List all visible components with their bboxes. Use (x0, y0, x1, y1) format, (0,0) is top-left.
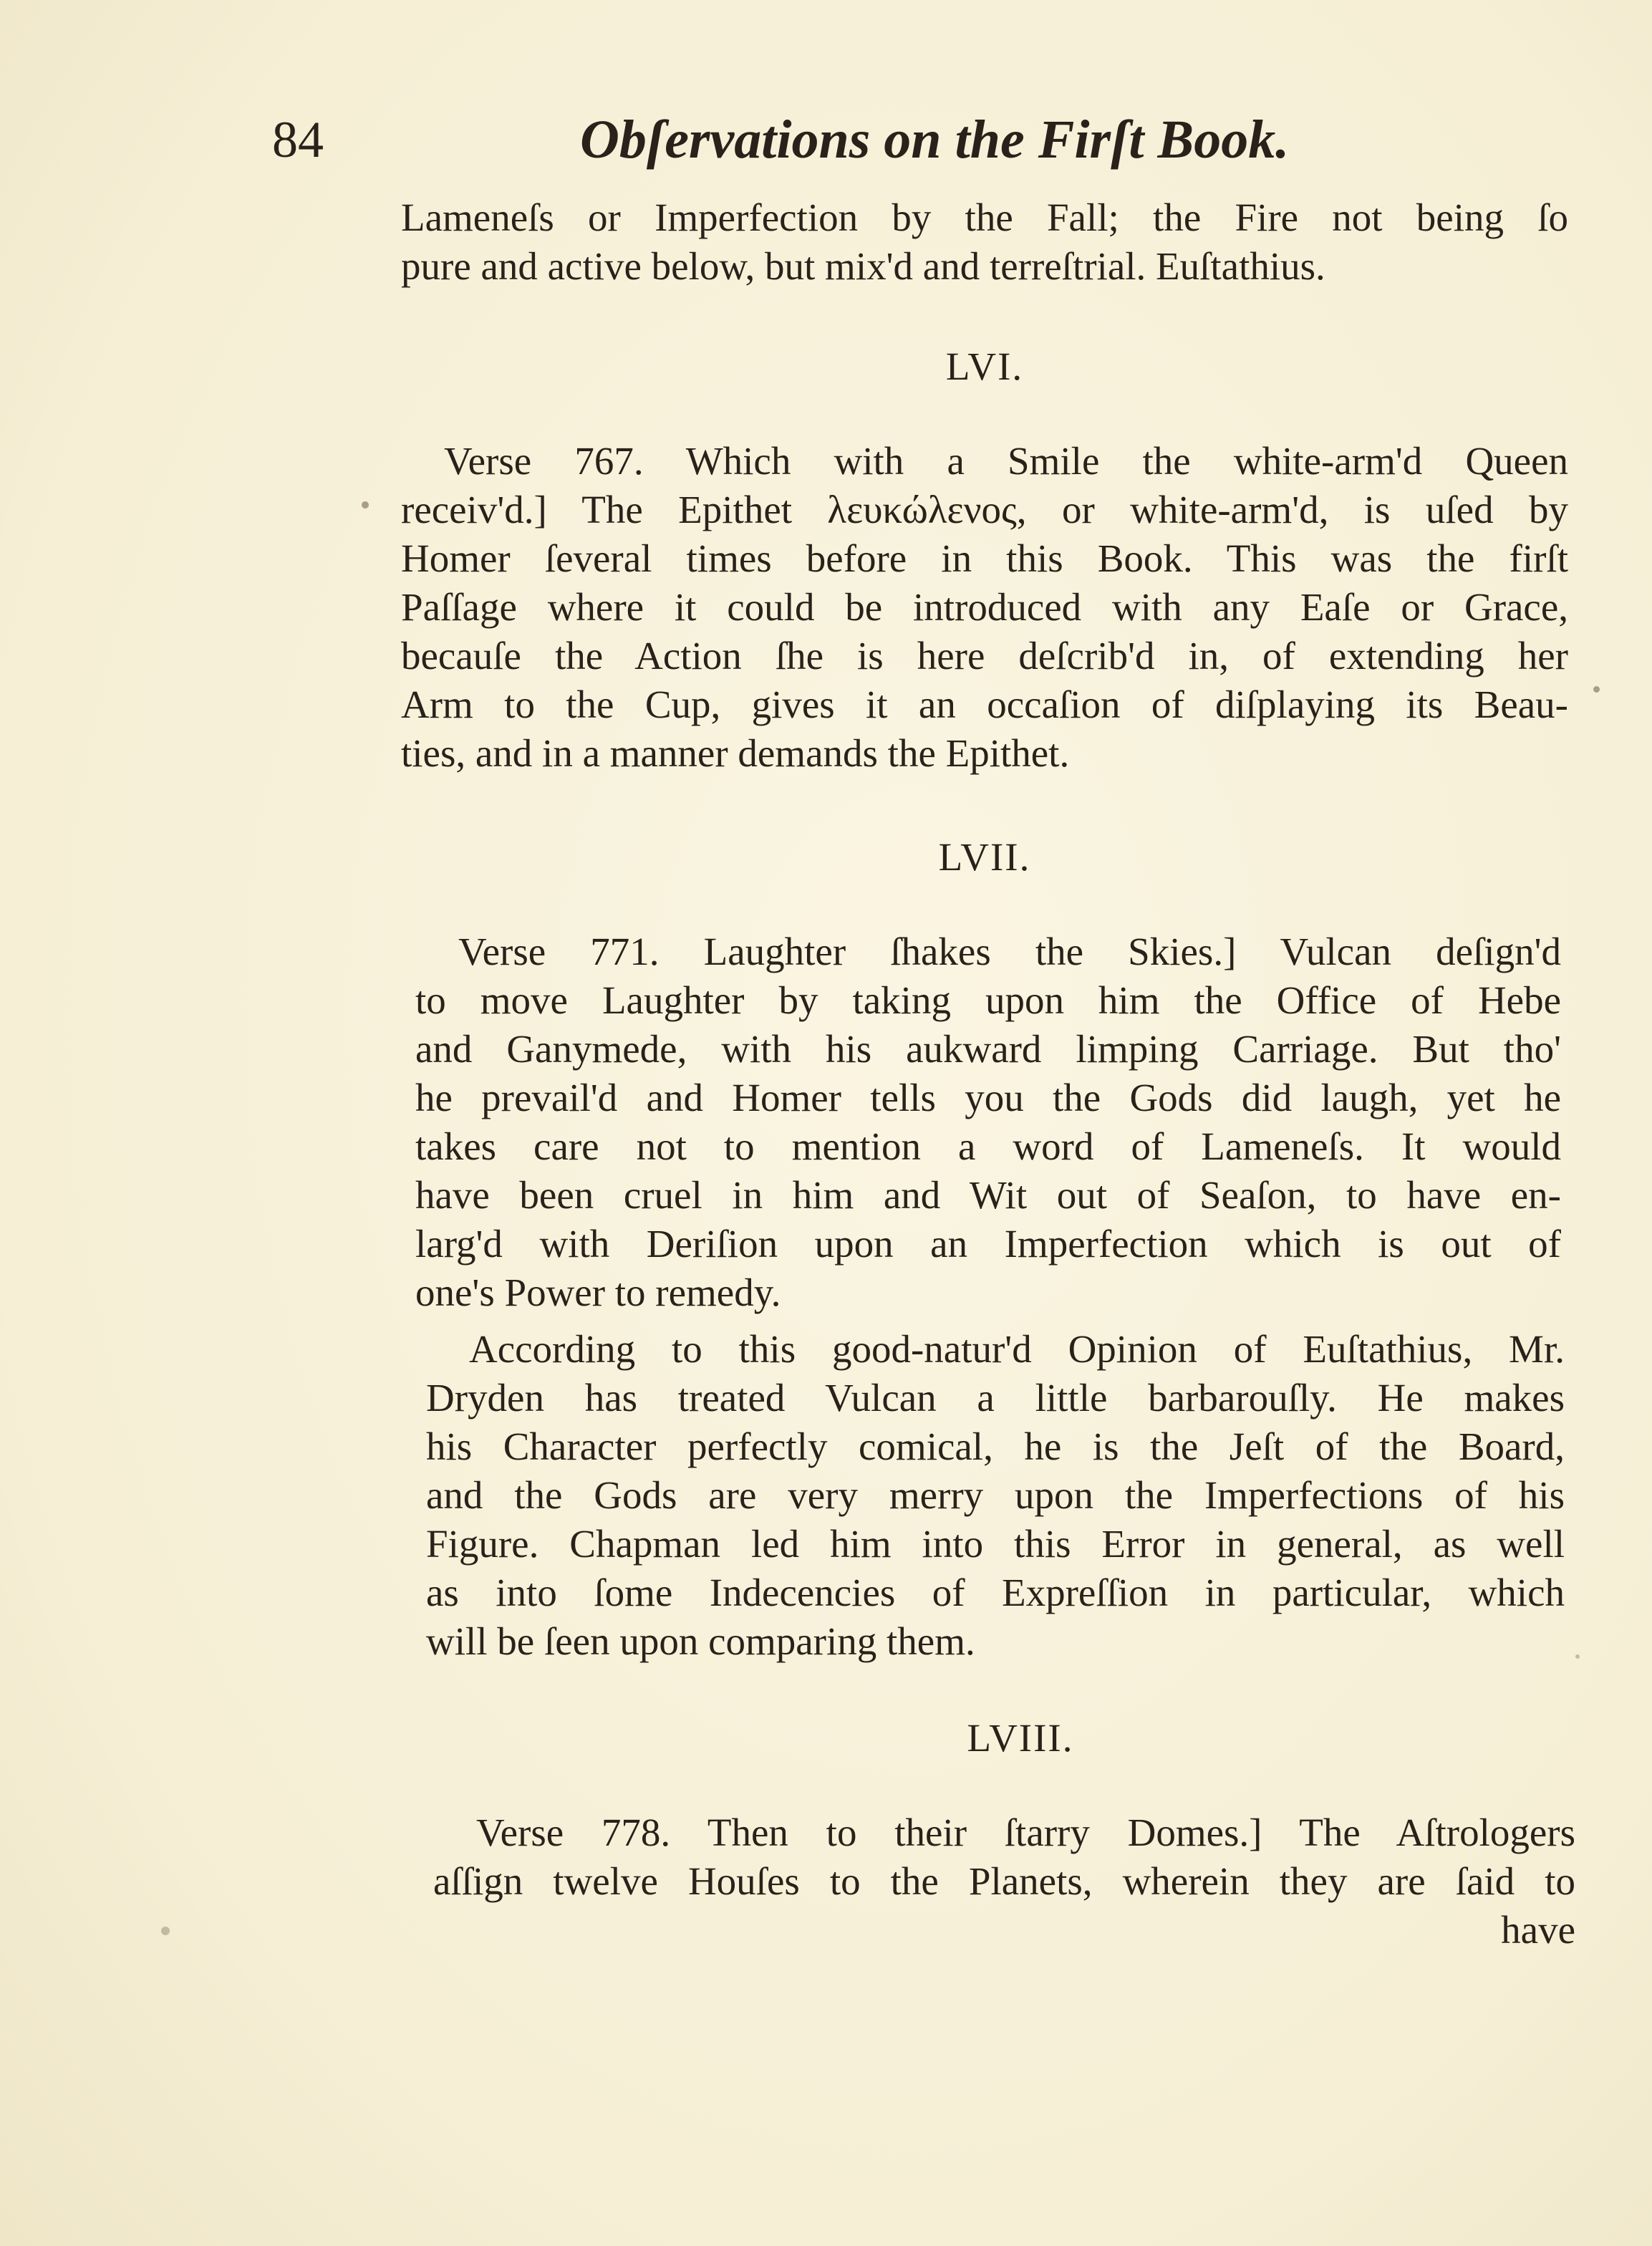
text-line: Verse 771. Laughter ſhakes the Skies.] Vulcan deſign'd (458, 930, 1561, 973)
paper-spot (1575, 1654, 1580, 1659)
section-lvii-paragraph-1 (415, 927, 1561, 1317)
text-line: According to this good-natur'd Opinion of Euſtathius, Mr. (469, 1327, 1565, 1371)
catchword: have (1501, 1908, 1575, 1952)
page-number: 84 (272, 111, 324, 168)
text-line: Homer ſeveral times before in this Book. This was the firſt (401, 536, 1568, 580)
text-line: as into ſome Indecencies of Expreſſion in particular, which (426, 1571, 1565, 1614)
text-line: his Character perfectly comical, he is the Jeſt of the Board, (426, 1425, 1565, 1468)
text-line: and Ganymede, with his aukward limping Carriage. But tho' (415, 1027, 1561, 1071)
text-line: Paſſage where it could be introduced with any Eaſe or Grace, (401, 585, 1568, 629)
text-line: larg'd with Deriſion upon an Imperfection which is out of (415, 1222, 1561, 1266)
text-line: Verse 767. Which with a Smile the white-arm'd Queen (444, 439, 1568, 483)
text-line: one's Power to remedy. (415, 1271, 781, 1314)
running-head: Obſervations on the Firſt Book. (580, 110, 1290, 170)
text-line: Lameneſs or Imperfection by the Fall; the Fire not being ſo (401, 196, 1568, 239)
text-line: ties, and in a manner demands the Epithet. (401, 731, 1070, 775)
text-line: takes care not to mention a word of Lameneſs. It would (415, 1124, 1561, 1168)
text-line: to move Laughter by taking upon him the Office of Hebe (415, 978, 1561, 1022)
text-line: Dryden has treated Vulcan a little barbarouſly. He makes (426, 1376, 1565, 1420)
text-line: becauſe the Action ſhe is here deſcrib'd in, of extending her (401, 634, 1568, 678)
text-line: he prevail'd and Homer tells you the Gods did laugh, yet he (415, 1076, 1561, 1119)
text-line: Verse 778. Then to their ſtarry Domes.] The Aſtrologers (476, 1811, 1575, 1854)
text-line: pure and active below, but mix'd and terreſtrial. Euſtathius. (401, 244, 1325, 288)
paper-spot (161, 1927, 170, 1935)
section-heading-lviii: LVIII. (967, 1716, 1074, 1760)
section-lvi-paragraph (401, 437, 1568, 778)
section-heading-lvi: LVI. (945, 344, 1024, 388)
paper-spot (362, 501, 369, 509)
section-lviii-paragraph (433, 1808, 1575, 1955)
page-header (272, 100, 1561, 179)
paper-spot (1593, 686, 1600, 693)
section-heading-lvii: LVII. (938, 835, 1031, 879)
text-line: will be ſeen upon comparing them. (426, 1619, 975, 1663)
continuation-paragraph (401, 193, 1568, 291)
text-line: have been cruel in him and Wit out of Seaſon, to have en- (415, 1173, 1561, 1217)
section-lvii-paragraph-2 (426, 1325, 1565, 1666)
text-line: Figure. Chapman led him into this Error in general, as well (426, 1522, 1565, 1566)
text-line: receiv'd.] The Epithet λευκώλενος, or white-arm'd, is uſed by (401, 488, 1568, 531)
text-line: Arm to the Cup, gives it an occaſion of diſplaying its Beau- (401, 683, 1568, 726)
text-line: aſſign twelve Houſes to the Planets, wherein they are ſaid to (433, 1859, 1575, 1903)
text-line: and the Gods are very merry upon the Imperfections of his (426, 1473, 1565, 1517)
